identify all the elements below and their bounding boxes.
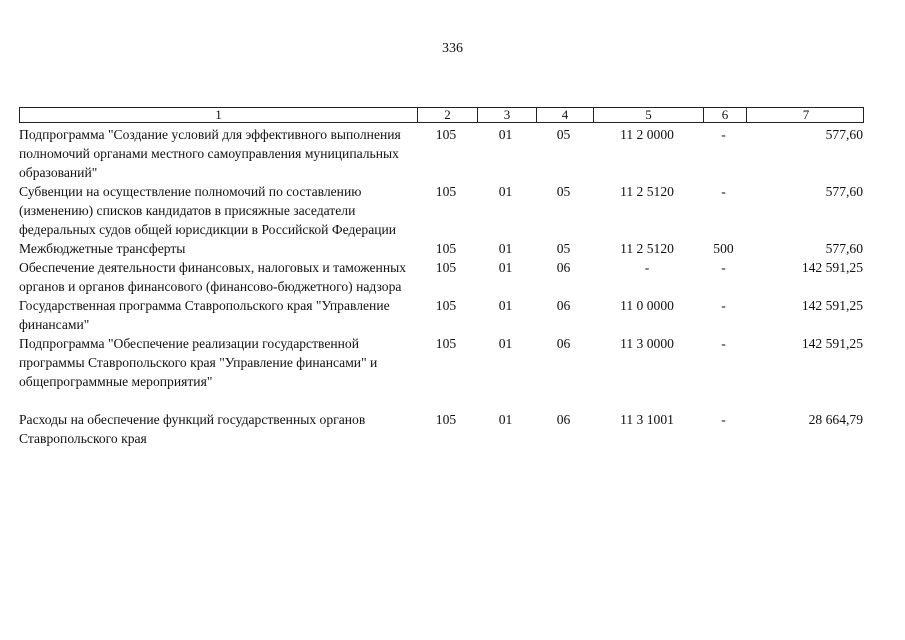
table-row xyxy=(19,239,864,258)
row-description: Субвенции на осуществление полномочий по составлению (изменению) списков кандидатов в присяжные заседатели федеральных судов общей юрисдикции в Российской Федерации xyxy=(19,184,397,237)
row-col-7: 577,60 xyxy=(825,127,863,142)
row-col-7: 142 591,25 xyxy=(801,298,863,313)
header-col-1: 1 xyxy=(215,107,222,122)
table-row xyxy=(19,410,864,448)
row-description: Подпрограмма "Создание условий для эффективного выполнения полномочий органами местного самоуправления муниципальных образований" xyxy=(19,127,401,180)
row-col-2: 105 xyxy=(435,336,457,351)
row-col-7: 142 591,25 xyxy=(801,260,863,275)
row-col-2: 105 xyxy=(435,127,457,142)
row-col-7: 577,60 xyxy=(825,184,863,199)
row-col-4: 05 xyxy=(556,184,571,199)
row-col-3: 01 xyxy=(498,184,513,199)
row-description: Расходы на обеспечение функций государственных органов Ставропольского края xyxy=(19,412,366,446)
row-col-2: 105 xyxy=(435,260,457,275)
row-col-4: 06 xyxy=(556,260,571,275)
row-col-4: 06 xyxy=(556,298,571,313)
header-col-2: 2 xyxy=(417,108,477,122)
row-col-2: 105 xyxy=(435,241,457,256)
row-col-6: - xyxy=(721,336,726,351)
row-col-3: 01 xyxy=(498,127,513,142)
row-col-4: 06 xyxy=(556,412,571,427)
row-col-3: 01 xyxy=(498,260,513,275)
row-col-7: 142 591,25 xyxy=(801,336,863,351)
table-row xyxy=(19,258,864,296)
table-row xyxy=(19,334,864,391)
table-body xyxy=(19,125,864,448)
row-description: Обеспечение деятельности финансовых, налоговых и таможенных органов и органов финансового (финансово-бюджетного) надзора xyxy=(19,260,407,294)
row-col-6: - xyxy=(721,184,726,199)
header-col-3: 3 xyxy=(477,108,536,122)
row-col-5: 11 2 5120 xyxy=(620,241,674,256)
row-col-5: 11 2 5120 xyxy=(620,184,674,199)
header-col-6: 6 xyxy=(703,108,746,122)
row-col-6: 500 xyxy=(713,241,734,256)
row-col-2: 105 xyxy=(435,298,457,313)
row-col-3: 01 xyxy=(498,241,513,256)
table-header xyxy=(19,107,864,123)
row-col-4: 05 xyxy=(556,241,571,256)
row-col-6: - xyxy=(721,298,726,313)
row-col-2: 105 xyxy=(435,412,457,427)
table-row xyxy=(19,296,864,334)
row-col-2: 105 xyxy=(435,184,457,199)
row-col-3: 01 xyxy=(498,298,513,313)
row-col-7: 28 664,79 xyxy=(808,412,863,427)
header-col-5: 5 xyxy=(593,108,703,122)
row-col-6: - xyxy=(721,127,726,142)
row-col-5: 11 3 1001 xyxy=(620,412,674,427)
row-col-5: - xyxy=(644,260,650,275)
row-col-5: 11 0 0000 xyxy=(620,298,674,313)
table-row xyxy=(19,125,864,182)
header-col-7: 7 xyxy=(746,108,865,122)
row-spacer xyxy=(19,391,864,410)
row-col-7: 577,60 xyxy=(825,241,863,256)
row-col-6: - xyxy=(721,412,726,427)
row-description: Государственная программа Ставропольского края "Управление финансами" xyxy=(19,298,390,332)
row-col-5: 11 2 0000 xyxy=(620,127,674,142)
page-number: 336 xyxy=(442,41,463,56)
row-col-5: 11 3 0000 xyxy=(620,336,674,351)
row-col-4: 06 xyxy=(556,336,571,351)
row-description: Подпрограмма "Обеспечение реализации государственной программы Ставропольского края "Управление финансами" и общепрограммные мероприятия" xyxy=(19,336,378,389)
row-col-4: 05 xyxy=(556,127,571,142)
header-col-4: 4 xyxy=(536,108,593,122)
table-row xyxy=(19,182,864,239)
row-col-6: - xyxy=(721,260,726,275)
row-description: Межбюджетные трансферты xyxy=(19,241,186,256)
row-col-3: 01 xyxy=(498,336,513,351)
row-col-3: 01 xyxy=(498,412,513,427)
